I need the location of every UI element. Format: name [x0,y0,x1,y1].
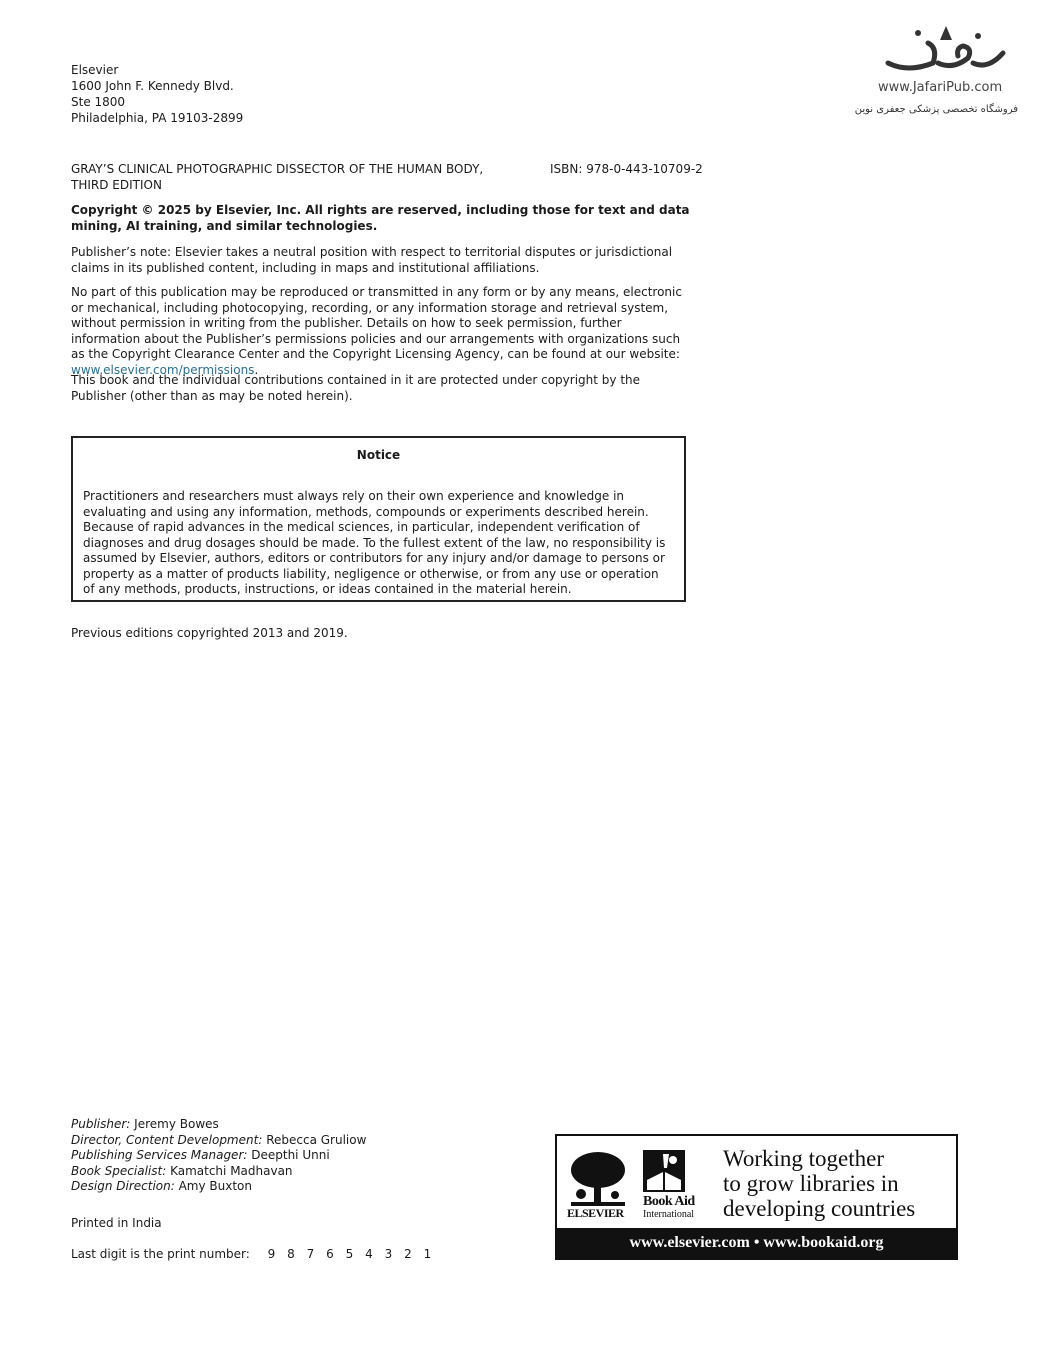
print-digits [268,1247,444,1261]
logo-tagline: فروشگاه تخصصی پزشکی جعفری نوین [854,104,1018,115]
book-aid-icon [643,1150,685,1192]
ad-headline-line: developing countries [723,1196,916,1221]
permissions-end: . [254,362,259,377]
address-line: Elsevier [71,63,119,77]
notice-title: Notice [356,448,401,462]
notice-box [71,436,686,602]
book-title-line2: THIRD EDITION [71,177,162,192]
address-line: Ste 1800 [71,95,126,109]
credit-role: Publishing Services Manager: [71,1148,248,1162]
print-digit: 8 [287,1247,295,1261]
ad-headline-line: Working together [723,1146,885,1171]
print-digit: 4 [365,1247,373,1261]
book-title-line1: GRAY’S CLINICAL PHOTOGRAPHIC DISSECTOR OF THE HUMAN BODY, [71,162,484,176]
credit-role: Design Direction: [71,1179,175,1193]
credit-name: Amy Buxton [178,1179,252,1193]
isbn: ISBN: 978-0-443-10709-2 [550,162,703,176]
publisher-address [71,62,243,126]
ad-headline-line: to grow libraries in [723,1171,899,1196]
credit-name: Deepthi Unni [251,1148,330,1162]
credit-name: Rebecca Gruliow [266,1132,367,1147]
print-digit: 2 [404,1247,412,1261]
notice-body: Practitioners and researchers must always rely on their own experience and knowledge in evaluating and using any information, methods, compounds or experiments described herein. Because of rapid advances in the medical sciences, in particular, independent verification of diagnoses and drug dosages should be made. To the fullest extent of the law, no responsibility is assumed by Elsevier, authors, editors or contributors for any injury and/or damage to persons or property as a matter of products liability, negligence or otherwise, or from any use or operation of any methods, products, instructions, or ideas contained in the material herein. [83,489,666,596]
credit-role: Book Specialist: [71,1163,167,1178]
print-digit: 1 [423,1247,432,1261]
credit-row [71,1133,366,1149]
print-number-label: Last digit is the print number: [71,1247,250,1261]
print-digit: 5 [345,1247,354,1261]
copyright-statement: Copyright © 2025 by Elsevier, Inc. All rights are reserved, including those for text and data mining, AI training, and similar technologies. [71,203,690,233]
book-title [71,162,483,193]
print-digit: 7 [306,1247,315,1261]
credit-row [71,1179,366,1195]
address-line: Philadelphia, PA 19103-2899 [71,111,244,125]
credit-row [71,1164,366,1180]
logo-url: www.JafariPub.com [878,80,1003,95]
protection-statement: This book and the individual contributions contained in it are protected under copyright by the Publisher (other than as may be noted herein). [71,373,641,403]
permissions-link[interactable]: www.elsevier.com/permissions [71,362,255,377]
print-digit: 6 [326,1247,334,1261]
permissions-paragraph [71,285,691,378]
ad-footer-urls: www.elsevier.com • www.bookaid.org [557,1228,956,1258]
book-aid-label: Book Aid [643,1194,695,1209]
credit-role: Publisher: [71,1117,131,1131]
elsevier-tree-icon [567,1148,629,1208]
ad-headline [723,1146,953,1221]
address-line: 1600 John F. Kennedy Blvd. [71,79,234,93]
print-digit: 9 [267,1247,276,1261]
credit-name: Jeremy Bowes [134,1117,219,1131]
print-digit: 3 [384,1247,393,1261]
book-aid-international-label: International [643,1209,695,1220]
credits-list [71,1117,366,1195]
print-number-line [71,1247,443,1263]
permissions-text: No part of this publication may be reproduced or transmitted in any form or by any means, electronic or mechanical, including photocopying, recording, or any information storage and retrieval system, without permission in writing from the publisher. Details on how to seek permission, further information about the Publisher’s permissions policies and our arrangements with organizations such as the Copyright Clearance Center and the Copyright Licensing Agency, can be found at our website: [71,285,682,361]
jafaripub-logo-mark [878,18,1008,78]
credit-row [71,1117,366,1133]
printed-in: Printed in India [71,1216,162,1230]
book-aid-ad [555,1134,958,1260]
publishers-note: Publisher’s note: Elsevier takes a neutral position with respect to territorial disputes or jurisdictional claims in its published content, including in maps and institutional affiliations. [71,245,673,275]
credit-role: Director, Content Development: [71,1132,263,1147]
elsevier-label: ELSEVIER [567,1206,624,1220]
jafaripub-logo [854,18,1028,123]
credit-name: Kamatchi Madhavan [170,1163,293,1178]
credit-row [71,1148,366,1164]
previous-editions: Previous editions copyrighted 2013 and 2019. [71,626,348,640]
